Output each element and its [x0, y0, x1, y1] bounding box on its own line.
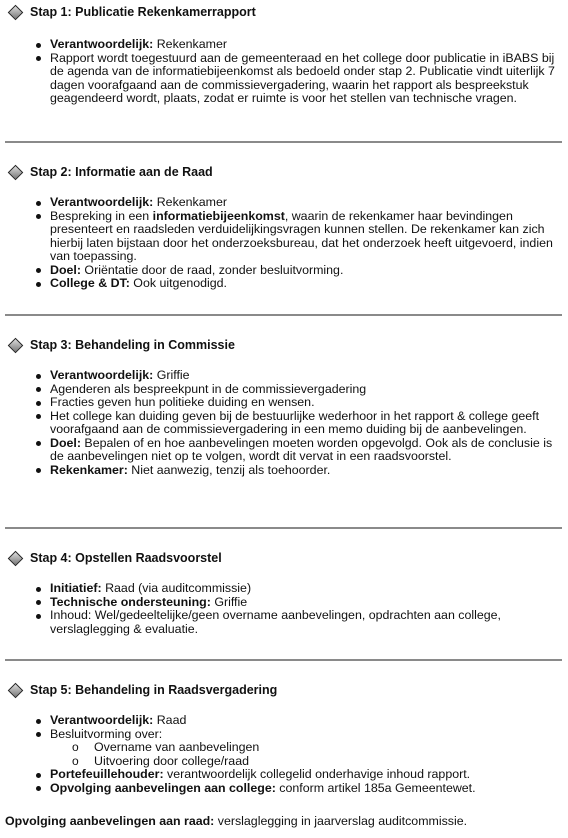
- step-1-title: Stap 1: Publicatie Rekenkamerrapport: [30, 5, 256, 19]
- list-item: Besluitvorming over: o Overname van aanbevelingen o Uitvoering door college/raad: [34, 728, 562, 769]
- list-item: College & DT: Ook uitgenodigd.: [34, 277, 562, 291]
- step-1-list: [34, 38, 562, 106]
- list-item: Verantwoordelijk: Rekenkamer: [34, 196, 562, 210]
- step-5-title: Stap 5: Behandeling in Raadsvergadering: [30, 683, 278, 697]
- list-item: Agenderen als bespreekpunt in de commissievergadering: [34, 383, 562, 397]
- list-item: Portefeuillehouder: verantwoordelijk collegelid onderhavige inhoud rapport.: [34, 768, 562, 782]
- list-item: Verantwoordelijk: Raad: [34, 714, 562, 728]
- diamond-bullet-icon: [8, 682, 24, 698]
- list-item: Rapport wordt toegestuurd aan de gemeenteraad en het college door publicatie in iBABS bij de agenda van de informatiebijeenkomst als bedoeld onder stap 2. Publicatie vindt uiterlijk 7 dagen voorafgaand aan de commissievergadering, waarin het rapport als bespreekstuk geagendeerd wordt, plaats, zodat er ruimte is voor het stellen van technische vragen.: [34, 52, 562, 106]
- list-item: Inhoud: Wel/gedeeltelijke/geen overname aanbevelingen, opdrachten aan college, verslaglegging & evaluatie.: [34, 609, 562, 636]
- step-3-heading: [8, 337, 235, 353]
- list-item: Rekenkamer: Niet aanwezig, tenzij als toehoorder.: [34, 464, 562, 478]
- sub-list-item: o Overname van aanbevelingen: [50, 741, 562, 755]
- step-1-heading: [8, 4, 256, 20]
- step-3-list: [34, 369, 562, 477]
- list-item: Verantwoordelijk: Griffie: [34, 369, 562, 383]
- step-3-title: Stap 3: Behandeling in Commissie: [30, 338, 235, 352]
- footer-note: [5, 814, 467, 828]
- list-item: Fracties geven hun politieke duiding en wensen.: [34, 396, 562, 410]
- list-item: Opvolging aanbevelingen aan college: conform artikel 185a Gemeentewet.: [34, 782, 562, 796]
- sub-list-item: o Uitvoering door college/raad: [50, 755, 562, 769]
- section-divider: [5, 659, 562, 661]
- section-divider: [5, 314, 562, 316]
- list-item: Doel: Bepalen of en hoe aanbevelingen moeten worden opgevolgd. Ook als de conclusie is de aanbevelingen niet op te volgen, wordt dit vervat in een raadsvoorstel.: [34, 437, 562, 464]
- list-item: Initiatief: Raad (via auditcommissie): [34, 582, 562, 596]
- diamond-bullet-icon: [8, 337, 24, 353]
- diamond-bullet-icon: [8, 164, 24, 180]
- footer-text: verslaglegging in jaarverslag auditcommissie.: [214, 814, 468, 828]
- step-4-heading: [8, 550, 222, 566]
- diamond-bullet-icon: [8, 550, 24, 566]
- section-divider: [5, 141, 562, 143]
- list-item: Technische ondersteuning: Griffie: [34, 596, 562, 610]
- footer-label: Opvolging aanbevelingen aan raad:: [5, 814, 215, 828]
- step-2-list: [34, 196, 562, 291]
- diamond-bullet-icon: [8, 4, 24, 20]
- section-divider: [5, 527, 562, 529]
- step-2-heading: [8, 164, 213, 180]
- step-5-list: [34, 714, 562, 795]
- sub-list: [50, 741, 562, 768]
- list-item: Verantwoordelijk: Rekenkamer: [34, 38, 562, 52]
- step-2-title: Stap 2: Informatie aan de Raad: [30, 165, 213, 179]
- list-item: Bespreking in een informatiebijeenkomst, waarin de rekenkamer haar bevindingen presenteert en raadsleden verduidelijkingsvragen kunnen stellen. De rekenkamer kan zich hierbij laten bijstaan door het onderzoeksbureau, dat het onderzoek heeft uitgevoerd, indien van toepassing.: [34, 210, 562, 264]
- step-4-title: Stap 4: Opstellen Raadsvoorstel: [30, 551, 222, 565]
- step-5-heading: [8, 682, 277, 698]
- list-item: Het college kan duiding geven bij de bestuurlijke wederhoor in het rapport & college geeft voorafgaand aan de commissievergadering in een memo duiding bij de aanbevelingen.: [34, 410, 562, 437]
- list-item: Doel: Oriëntatie door de raad, zonder besluitvorming.: [34, 264, 562, 278]
- step-4-list: [34, 582, 562, 636]
